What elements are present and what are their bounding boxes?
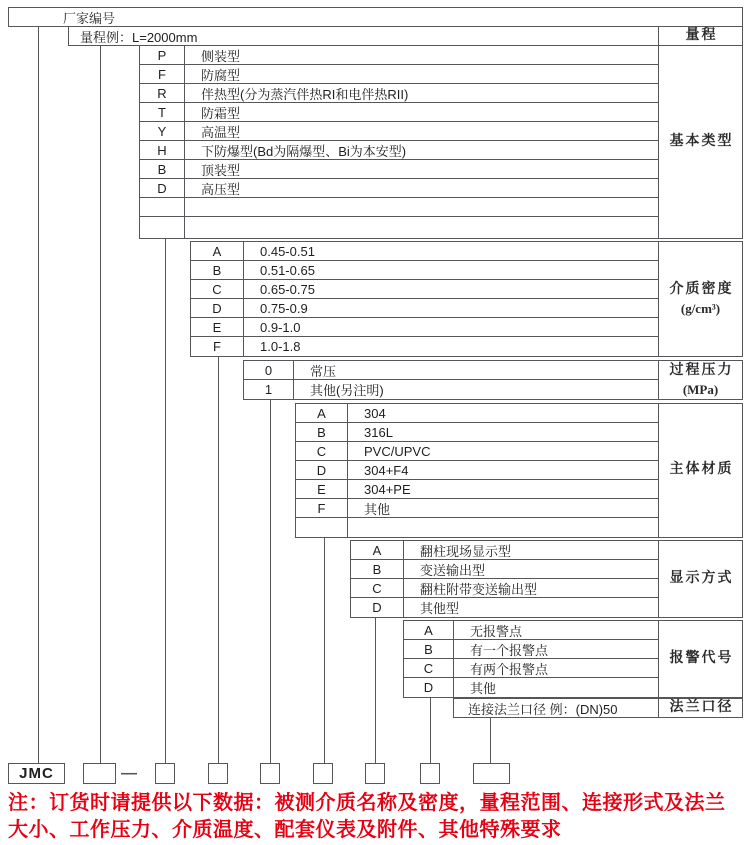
code-blank-box-alarm	[420, 763, 440, 784]
desc-cell: 0.51-0.65	[260, 262, 315, 278]
table-row	[296, 518, 658, 537]
code-cell	[140, 198, 185, 216]
code-cell: B	[351, 560, 404, 578]
code-cell: Y	[140, 122, 185, 140]
desc-cell: 1.0-1.8	[260, 339, 301, 354]
code-blank-box-range	[83, 763, 116, 784]
code-cell: D	[296, 461, 348, 479]
table-row	[404, 659, 658, 678]
code-cell: B	[404, 640, 454, 658]
desc-cell: 有一个报警点	[470, 642, 549, 658]
label-medium-density-text: 介质密度	[669, 281, 734, 297]
connector-line-display	[375, 618, 376, 763]
table-row	[244, 361, 658, 380]
body-material-table	[295, 403, 659, 538]
desc-cell: 304+PE	[364, 481, 411, 497]
desc-cell: 翻柱现场显示型	[420, 543, 512, 559]
code-cell: 1	[244, 380, 294, 399]
table-row	[140, 46, 658, 65]
code-blank-box-material	[313, 763, 333, 784]
code-cell	[140, 217, 185, 238]
medium-density-table	[190, 241, 659, 357]
connector-line-flange	[490, 718, 491, 763]
label-range-text: 量程	[685, 27, 718, 43]
table-row	[296, 480, 658, 499]
alarm-code-table	[403, 620, 659, 698]
desc-cell: 0.9-1.0	[260, 319, 301, 335]
table-row	[191, 299, 658, 318]
ordering-note-line2: 大小、工作压力、介质温度、配套仪表及附件、其他特殊要求	[8, 819, 562, 841]
table-row	[191, 337, 658, 356]
code-blank-box-pressure	[260, 763, 280, 784]
ordering-note-line1: 注：订货时请提供以下数据：被测介质名称及密度，量程范围、连接形式及法兰	[8, 792, 726, 814]
desc-cell: 无报警点	[470, 623, 523, 639]
range-example-cell: 量程例：L=2000mm	[68, 26, 659, 46]
desc-cell	[185, 198, 658, 216]
desc-cell: 其他(另注明)	[310, 383, 384, 398]
table-row	[351, 579, 658, 598]
table-row	[351, 541, 658, 560]
table-row	[404, 640, 658, 659]
label-medium-density-unit: (g/cm³)	[680, 300, 721, 316]
table-row	[140, 122, 658, 141]
code-cell: C	[191, 280, 244, 298]
code-cell: R	[140, 84, 185, 102]
table-row	[191, 261, 658, 280]
label-alarm-code-text: 报警代号	[669, 650, 734, 666]
connector-line-material	[324, 538, 325, 763]
desc-cell: 侧装型	[201, 48, 241, 64]
label-body-material	[658, 403, 743, 538]
desc-cell: 304	[364, 405, 386, 421]
label-alarm-code	[658, 620, 743, 698]
table-row	[140, 84, 658, 103]
connector-line-range	[100, 45, 101, 763]
ordering-note	[8, 790, 748, 844]
connector-line-alarm	[430, 698, 431, 763]
table-row	[140, 103, 658, 122]
table-row	[140, 141, 658, 160]
table-row	[296, 404, 658, 423]
code-cell: C	[296, 442, 348, 460]
code-cell: D	[404, 678, 454, 697]
code-cell: F	[296, 499, 348, 517]
label-basic-type-text: 基本类型	[669, 133, 734, 149]
label-range	[658, 26, 743, 46]
desc-cell: 0.45-0.51	[260, 243, 315, 259]
connector-line-basic	[165, 239, 166, 763]
desc-cell: 其他	[364, 501, 391, 517]
dash-separator: —	[121, 764, 137, 782]
code-cell: D	[140, 179, 185, 197]
flange-size-cell: 连接法兰口径 例：(DN)50	[453, 698, 659, 718]
label-flange-size	[658, 698, 743, 718]
label-process-pressure-text: 过程压力	[669, 362, 734, 378]
manufacturer-code-cell: 厂家编号	[8, 7, 743, 27]
code-cell: 0	[244, 361, 294, 379]
desc-cell: 304+F4	[364, 462, 409, 478]
desc-cell	[185, 217, 658, 238]
desc-cell: 316L	[364, 424, 393, 440]
desc-cell: 有两个报警点	[470, 661, 549, 677]
connector-line-pressure	[270, 400, 271, 763]
code-cell: A	[351, 541, 404, 559]
desc-cell: 高温型	[201, 124, 241, 140]
code-blank-box-basic	[155, 763, 175, 784]
label-process-pressure	[658, 360, 743, 400]
code-cell: F	[140, 65, 185, 83]
table-row	[404, 621, 658, 640]
connector-line-manufacturer	[38, 27, 39, 763]
code-cell: D	[191, 299, 244, 317]
label-flange-size-text: 法兰口径	[669, 699, 734, 715]
process-pressure-table	[243, 360, 659, 400]
table-row	[191, 280, 658, 299]
code-cell: P	[140, 46, 185, 64]
desc-cell: 顶装型	[201, 162, 241, 178]
label-medium-density	[658, 241, 743, 357]
desc-cell: 翻柱附带变送输出型	[420, 581, 538, 597]
desc-cell: 下防爆型(Bd为隔爆型、Bi为本安型)	[201, 143, 407, 159]
table-row	[140, 217, 658, 238]
code-cell: E	[296, 480, 348, 498]
label-display-mode	[658, 540, 743, 618]
table-row	[140, 198, 658, 217]
code-cell: D	[351, 598, 404, 617]
table-row	[296, 442, 658, 461]
code-blank-box-density	[208, 763, 228, 784]
desc-cell: 0.75-0.9	[260, 300, 308, 316]
code-cell: A	[191, 242, 244, 260]
table-row	[296, 423, 658, 442]
code-blank-box-flange	[473, 763, 510, 784]
desc-cell: 0.65-0.75	[260, 281, 315, 297]
code-cell	[296, 518, 348, 537]
desc-cell: 常压	[310, 363, 337, 379]
table-row	[296, 499, 658, 518]
table-row	[244, 380, 658, 399]
desc-cell: PVC/UPVC	[364, 443, 431, 459]
code-cell: H	[140, 141, 185, 159]
code-cell: A	[404, 621, 454, 639]
desc-cell: 高压型	[201, 181, 241, 197]
code-cell: B	[140, 160, 185, 178]
label-body-material-text: 主体材质	[669, 462, 734, 478]
model-prefix-box: JMC	[8, 763, 65, 784]
code-blank-box-display	[365, 763, 385, 784]
code-cell: T	[140, 103, 185, 121]
desc-cell: 防腐型	[201, 67, 241, 83]
table-row	[140, 65, 658, 84]
label-basic-type	[658, 45, 743, 239]
table-row	[140, 160, 658, 179]
display-mode-table	[350, 540, 659, 618]
table-row	[191, 242, 658, 261]
code-cell: F	[191, 337, 244, 356]
table-row	[351, 598, 658, 617]
table-row	[351, 560, 658, 579]
basic-type-table	[139, 45, 659, 239]
label-display-mode-text: 显示方式	[669, 570, 734, 586]
desc-cell: 伴热型(分为蒸汽伴热RI和电伴热RII)	[201, 86, 409, 102]
code-cell: C	[351, 579, 404, 597]
desc-cell: 变送输出型	[420, 562, 486, 578]
table-row	[140, 179, 658, 198]
desc-cell	[348, 518, 658, 537]
table-row	[191, 318, 658, 337]
code-cell: B	[296, 423, 348, 441]
code-cell: A	[296, 404, 348, 422]
table-row	[296, 461, 658, 480]
code-cell: E	[191, 318, 244, 336]
code-cell: B	[191, 261, 244, 279]
table-row	[404, 678, 658, 697]
desc-cell: 其他	[470, 681, 497, 696]
label-process-pressure-unit: (MPa)	[682, 381, 719, 397]
desc-cell: 防霜型	[201, 105, 241, 121]
connector-line-density	[218, 357, 219, 763]
code-cell: C	[404, 659, 454, 677]
desc-cell: 其他型	[420, 601, 460, 616]
